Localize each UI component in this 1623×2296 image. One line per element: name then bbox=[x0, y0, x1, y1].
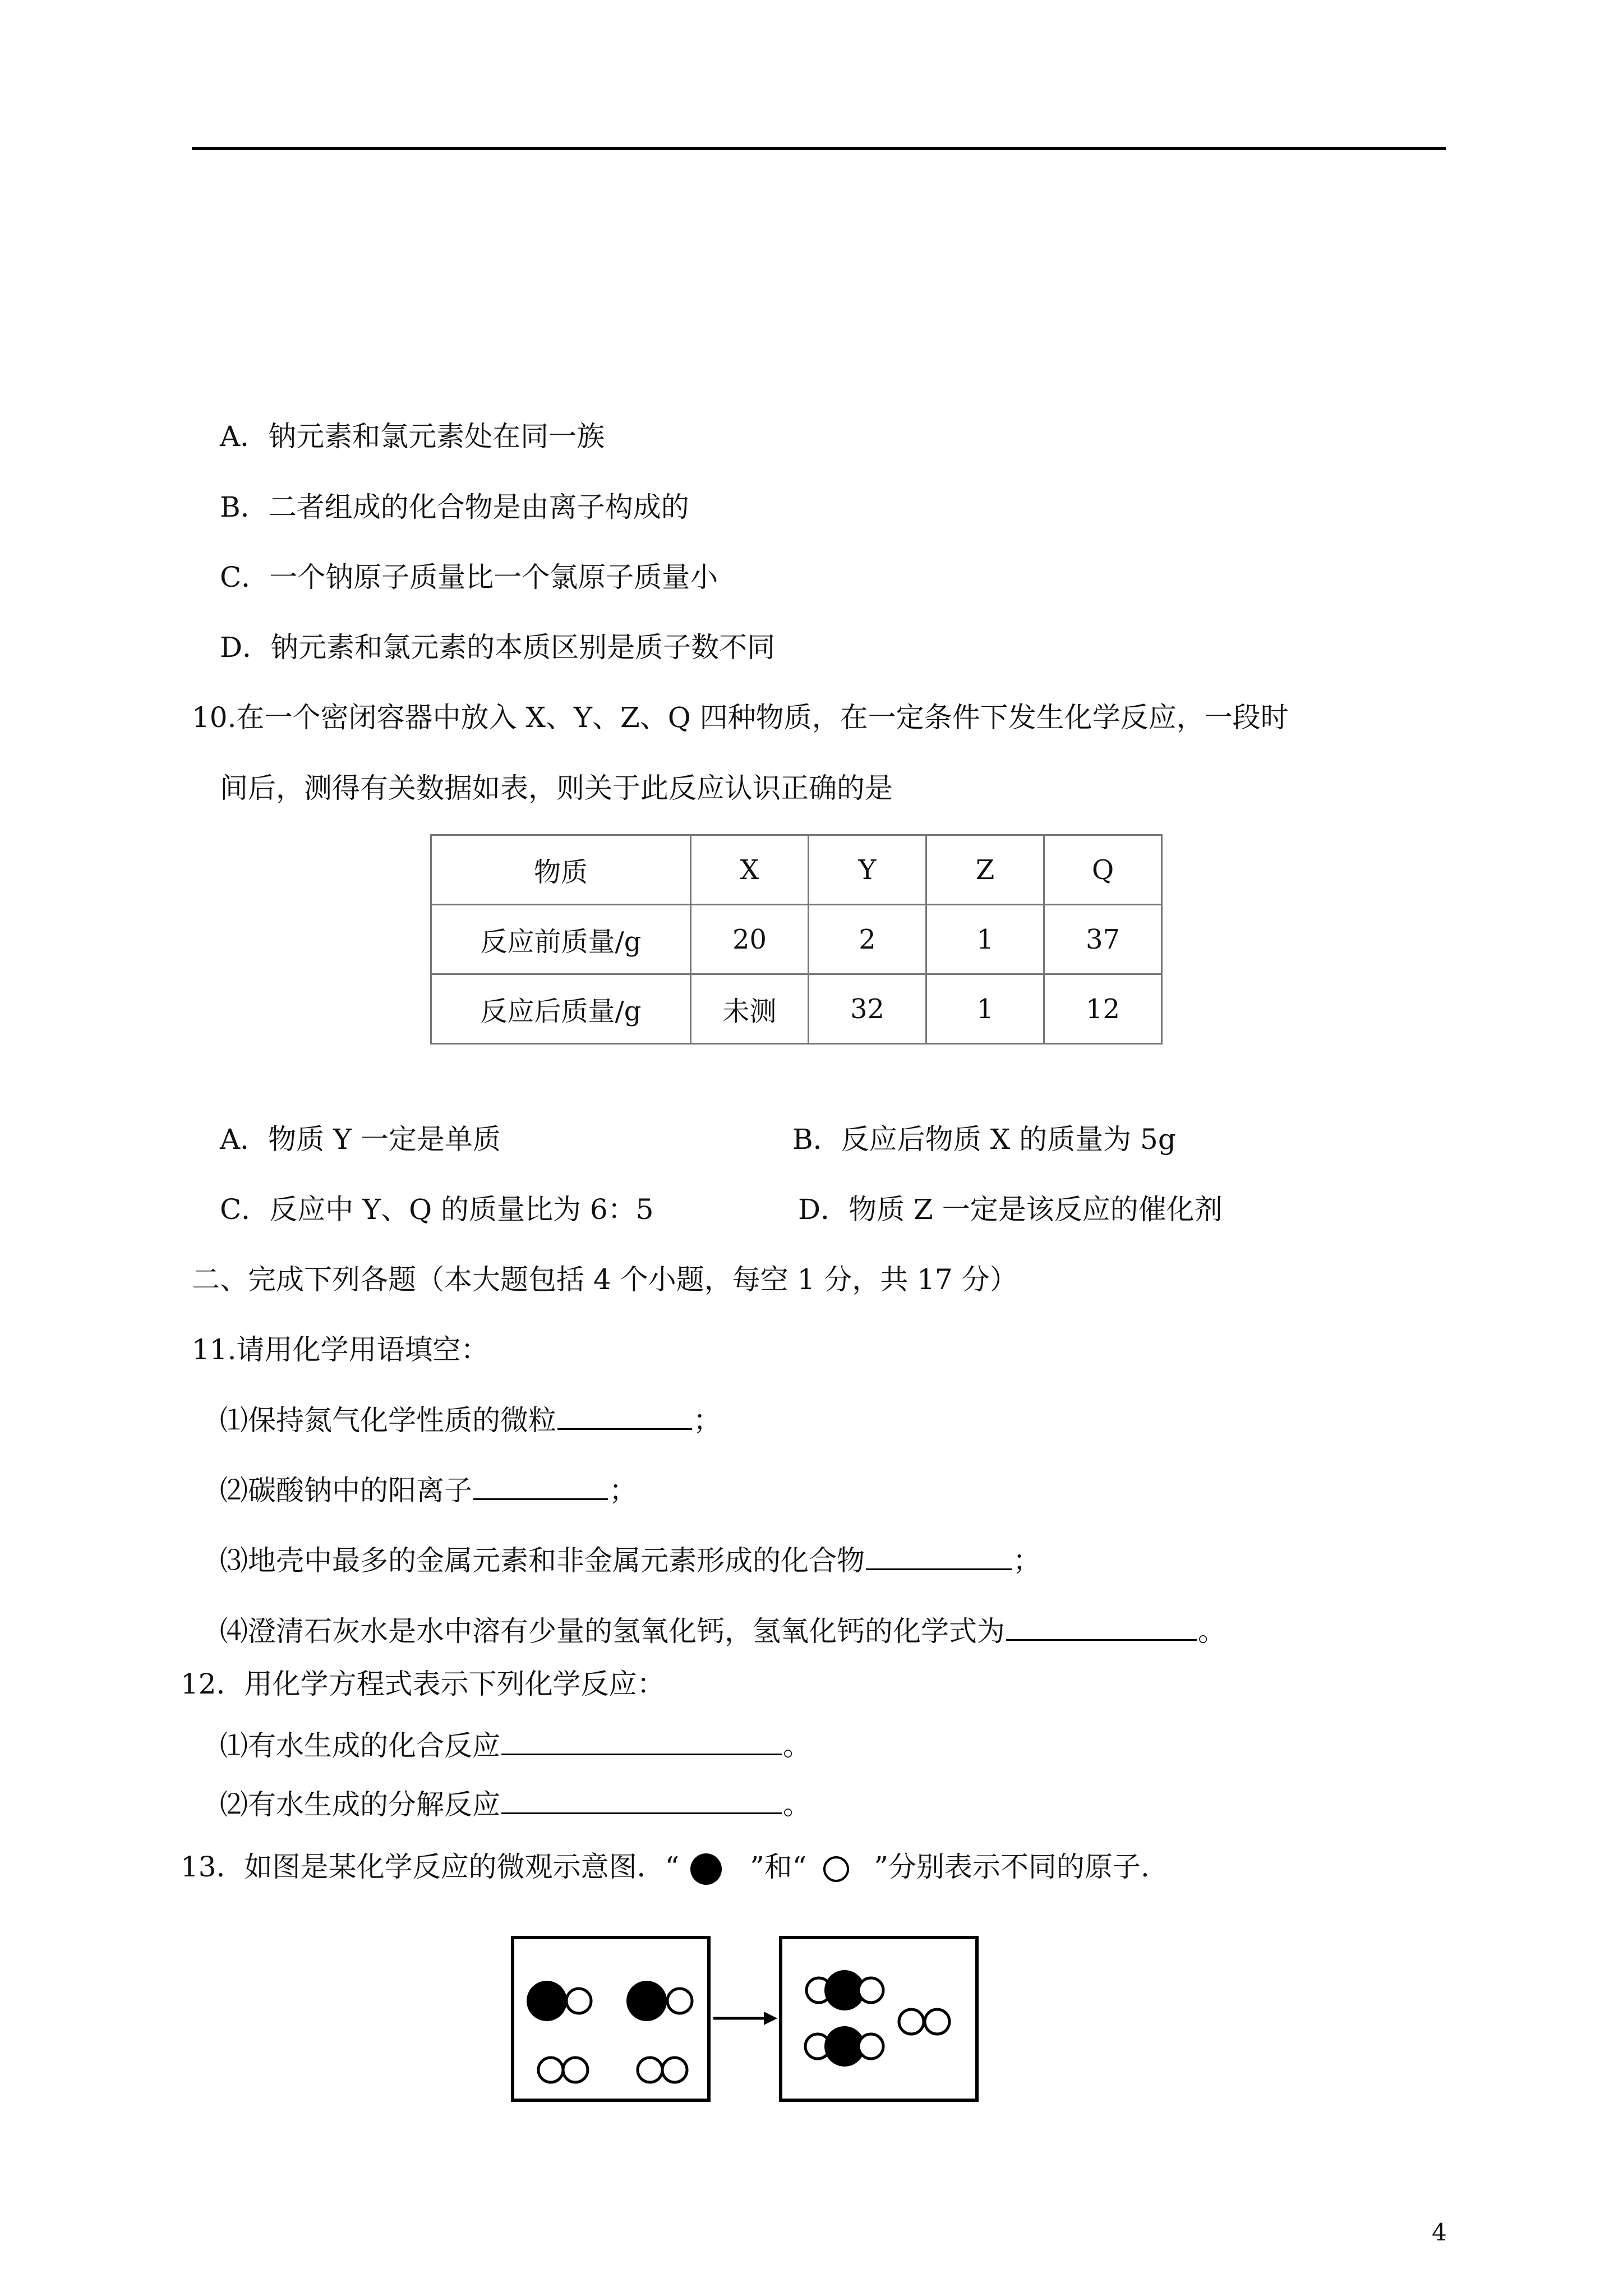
white-atom-legend-icon bbox=[823, 1856, 849, 1882]
answer-blank[interactable] bbox=[866, 1543, 1012, 1570]
q9-option-d: D．钠元素和氯元素的本质区别是质子数不同 bbox=[220, 631, 776, 664]
products-box bbox=[781, 1938, 977, 2100]
q13-stem-part2: ”和“ bbox=[750, 1851, 807, 1883]
table-cell: 未测 bbox=[691, 974, 809, 1044]
q10-option-c: C．反应中 Y、Q 的质量比为 6：5 bbox=[220, 1193, 654, 1226]
table-cell: 12 bbox=[1044, 974, 1162, 1044]
table-cell: 反应前质量/g bbox=[431, 905, 691, 974]
q11-item-4 bbox=[220, 1613, 1226, 1649]
table-header-cell: Y bbox=[809, 835, 926, 905]
q12-item-2-end: 。 bbox=[783, 1788, 811, 1821]
q11-item-4-text: ⑷澄清石灰水是水中溶有少量的氢氧化钙，氢氧化钙的化学式为 bbox=[220, 1615, 1005, 1648]
table-row bbox=[431, 974, 1162, 1044]
answer-blank[interactable] bbox=[473, 1473, 608, 1500]
answer-blank[interactable] bbox=[557, 1402, 692, 1430]
section-2-heading: 二、完成下列各题（本大题包括 4 个小题，每空 1 分，共 17 分） bbox=[192, 1263, 1018, 1296]
reaction-micro-diagram bbox=[505, 1930, 987, 2109]
answer-blank[interactable] bbox=[501, 1787, 782, 1814]
table-header-cell: 物质 bbox=[431, 835, 691, 905]
q12-item-2-text: ⑵有水生成的分解反应 bbox=[220, 1788, 500, 1821]
q11-item-1-end: ； bbox=[693, 1404, 721, 1437]
reaction-arrow-icon bbox=[713, 2012, 777, 2025]
q13-stem-part3: ”分别表示不同的原子. bbox=[874, 1851, 1150, 1883]
table-cell: 32 bbox=[809, 974, 926, 1044]
table-cell: 1 bbox=[926, 974, 1044, 1044]
table-cell: 20 bbox=[691, 905, 809, 974]
table-header-cell: X bbox=[691, 835, 809, 905]
q11-item-3 bbox=[220, 1543, 1041, 1579]
table-cell: 2 bbox=[809, 905, 926, 974]
q10-data-table bbox=[430, 834, 1163, 1045]
q12-item-1-text: ⑴有水生成的化合反应 bbox=[220, 1729, 500, 1762]
q9-option-a: A．钠元素和氯元素处在同一族 bbox=[220, 420, 605, 453]
answer-blank[interactable] bbox=[1006, 1613, 1197, 1641]
q11-item-3-end: ； bbox=[1013, 1544, 1041, 1577]
q11-item-4-end: 。 bbox=[1198, 1615, 1226, 1648]
table-cell: 反应后质量/g bbox=[431, 974, 691, 1044]
q12-stem: 12．用化学方程式表示下列化学反应： bbox=[181, 1668, 665, 1700]
q12-item-1-end: 。 bbox=[783, 1729, 811, 1762]
q13-stem bbox=[181, 1849, 1150, 1885]
table-row bbox=[431, 905, 1162, 974]
page-number: 4 bbox=[1432, 2219, 1447, 2246]
reactants-box bbox=[513, 1938, 709, 2100]
q10-option-d: D．物质 Z 一定是该反应的催化剂 bbox=[798, 1193, 1223, 1226]
header-rule bbox=[192, 147, 1446, 150]
table-header-cell: Z bbox=[926, 835, 1044, 905]
q10-option-b: B．反应后物质 X 的质量为 5g bbox=[792, 1123, 1176, 1156]
q10-option-a: A．物质 Y 一定是单质 bbox=[220, 1123, 501, 1156]
q10-stem-line1: 10.在一个密闭容器中放入 X、Y、Z、Q 四种物质，在一定条件下发生化学反应，一段时 bbox=[192, 701, 1289, 734]
q9-option-b: B．二者组成的化合物是由离子构成的 bbox=[220, 491, 689, 523]
table-header-row bbox=[431, 835, 1162, 905]
q12-item-2 bbox=[220, 1787, 811, 1823]
q13-stem-part1: 13．如图是某化学反应的微观示意图．“ bbox=[181, 1851, 680, 1883]
answer-blank[interactable] bbox=[501, 1728, 782, 1755]
q10-stem-line2: 间后，测得有关数据如表，则关于此反应认识正确的是 bbox=[220, 772, 893, 804]
q11-item-2-text: ⑵碳酸钠中的阳离子 bbox=[220, 1474, 472, 1507]
q11-item-1-text: ⑴保持氮气化学性质的微粒 bbox=[220, 1404, 556, 1437]
q11-item-3-text: ⑶地壳中最多的金属元素和非金属元素形成的化合物 bbox=[220, 1544, 865, 1577]
q12-item-1 bbox=[220, 1728, 811, 1764]
q11-item-2-end: ； bbox=[609, 1474, 637, 1507]
q9-option-c: C．一个钠原子质量比一个氯原子质量小 bbox=[220, 561, 718, 593]
q11-stem: 11.请用化学用语填空： bbox=[192, 1333, 489, 1366]
q11-item-1 bbox=[220, 1402, 721, 1438]
black-atom-legend-icon bbox=[690, 1853, 722, 1885]
table-cell: 1 bbox=[926, 905, 1044, 974]
q11-item-2 bbox=[220, 1473, 637, 1508]
table-cell: 37 bbox=[1044, 905, 1162, 974]
table-header-cell: Q bbox=[1044, 835, 1162, 905]
